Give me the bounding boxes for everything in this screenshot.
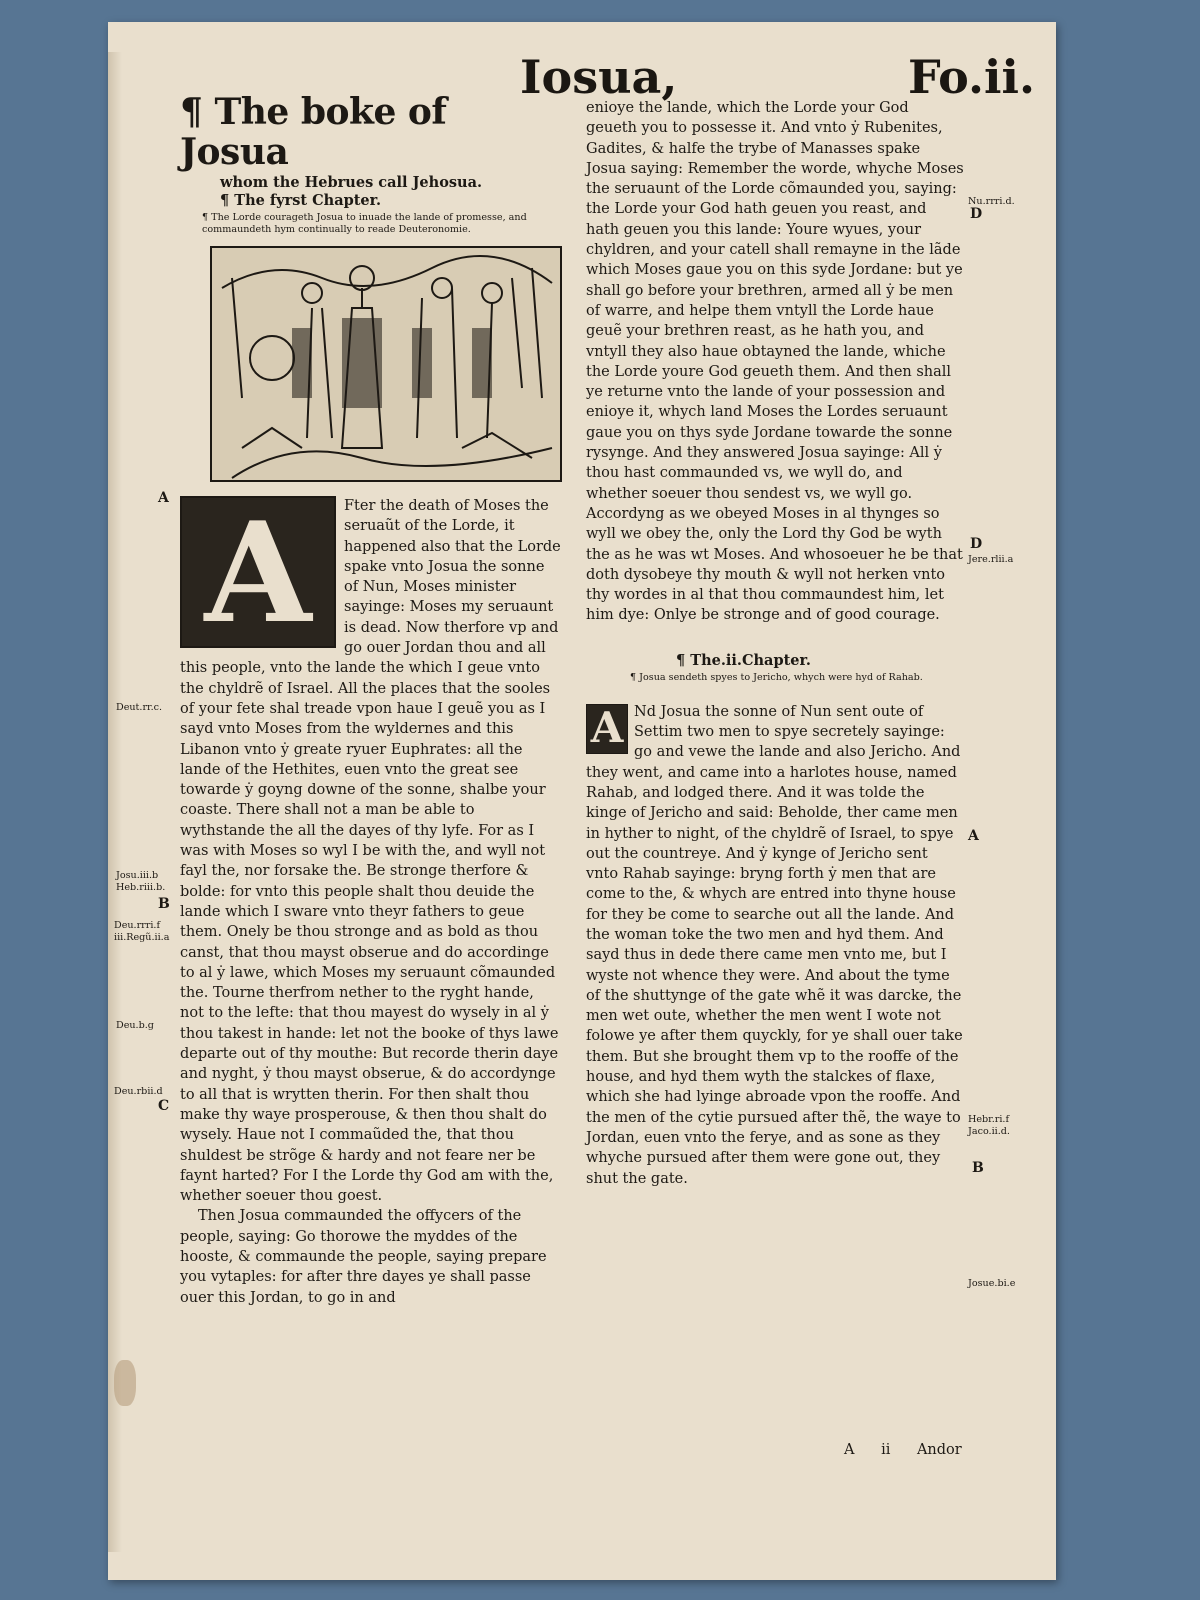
book-title [180,92,562,172]
signature-catchword: A ii Andor [844,1442,962,1458]
running-head-title: Iosua, [520,50,678,104]
woodcut-drawing [212,248,560,480]
book-title-text: The boke of Josua [180,91,447,173]
margin-letter-d: D [970,206,983,222]
margin-note: Jaco.ii.d. [968,1126,1010,1137]
margin-note: Josue.bi.e [968,1278,1016,1289]
margin-letter-d2: D [970,536,983,552]
chapter2-summary-text: Josua sendeth spyes to Jericho, whych were hyd of Rahab. [639,671,923,683]
chapter2-heading [676,652,964,670]
bible-page [108,22,1056,1580]
decorated-initial-small-icon [586,704,628,754]
margin-note: Hebr.ri.f [968,1114,1010,1125]
page-binding-edge [108,52,122,1552]
chapter-heading [220,192,562,210]
book-subtitle: whom the Hebrues call Jehosua. [220,174,483,191]
margin-note: Deu.rrri.f [114,920,161,931]
pilcrow-icon: ¶ [630,671,637,683]
margin-note: Jere.rlii.a [968,554,1014,565]
margin-note: Deu.rbii.d [114,1086,163,1097]
chapter1-body-right: enioye the lande, which the Lorde your God geueth you to possesse it. And vnto ẏ Rubenites, Gadites, & halfe the trybe of Manasses spake Josua saying: Remember the worde, whyche Moses the seruaunt of the Lorde cõmaunded you, saying: the Lorde your God hath geuen you reast, and hath geuen you this lande: Youre wyues, your chyldren, and your catell shall remayne in the lãde which Moses gaue you on this syde Jordane: but ye shall go before your brethren, armed all ẏ be men of warre, and helpe them vntyll the Lorde haue geuẽ your brethren reast, as he hath you, and vntyll they also haue obtayned the lande, whiche the Lorde youre God geueth them. And then shall ye returne vnto the lande of your possession and enioye it, whych land Moses the Lordes seruaunt gaue you on thys syde Jordane towarde the sonne rysynge. And they answered Josua sayinge: All ẏ thou hast commaunded vs, we wyll do, and whether soeuer thou sendest vs, we wyll go. Accordyng as we obeyed Moses in al thynges so wyll we obey the, only the Lord thy God be wyth the as he was wt Moses. And whosoeuer he be that doth dysobeye thy mouth & wyll not herken vnto thy wordes in al that thou commaundest him, let him dye: Onlye be stronge and of good courage. [586,100,964,624]
chapter2-block [586,652,964,1189]
chapter-heading-text: The fyrst Chapter. [234,192,382,209]
decorated-initial-icon [180,491,336,654]
pilcrow-icon: ¶ [180,91,203,133]
chapter1-body: Fter the death of Moses the seruaũt of the Lorde, it happened also that the Lorde spake vnto Josua the sonne of Nun, Moses minister sayinge: Moses my seruaunt is dead. Now therfore vp and go ouer Jordan thou and all this people, vnto the lande the which I geue vnto the chyldrẽ of Israel. All the places that the sooles of your fete shal treade vpon haue I geuẽ you as I sayd vnto Moses from the wyldernes and this Libanon vnto ẏ greate ryuer Euphrates: all the lande of the Hethites, euen vnto the great see towarde ẏ goyng downe of the sonne, shalbe your coaste. There shall not a man be able to wythstande the all the dayes of thy lyfe. For as I was with Moses so wyl I be with the, and wyll not fayl the, nor forsake the. Be stronge therfore & bolde: for vnto this people shalt thou deuide the lande which I sware vnto theyr fathers to geue them. Onely be thou stronge and as bold as thou canst, that thou mayst obserue and do accordinge to al ẏ lawe, which Moses my seruaunt cõmaunded the. Tourne therfrom nether to the ryght hande, not to the lefte: that thou mayest do wysely in al ẏ thou takest in hande: let not the booke of thys lawe departe out of thy mouthe: But recorde therin daye and nyght, ẏ thou mayst obserue, & do accordynge to all that is wrytten therin. For then shalt thou make thy waye prosperouse, & then thou shalt do wysely. Haue not I commaũded the, that thou shuldest be strõge & hardy and not feare ner be faynt harted? For I the Lorde thy God am with the, whether soeuer thou goest. [180,498,561,1205]
chapter2-summary [630,672,964,684]
margin-note: Nu.rrri.d. [968,196,1015,207]
chapter1-text-block [180,491,562,1308]
paper-stain [114,1360,136,1406]
margin-note: Deu.b.g [116,1020,154,1031]
margin-note: Deut.rr.c. [116,702,163,713]
margin-letter-a2: A [968,828,979,844]
chapter1-body-continued: Then Josua commaunded the offycers of the people, saying: Go thorowe the myddes of the hooste, & commaunde the people, saying prepare you vytaples: for after thre dayes ye shall passe ouer this Jordan, to go in and [180,1208,547,1306]
woodcut-illustration-icon [210,246,562,482]
folio-number: Fo.ii. [908,50,1035,104]
pilcrow-icon: ¶ [202,212,209,223]
pilcrow-icon: ¶ [220,192,230,209]
chapter-summary [202,212,562,236]
chapter2-body: Nd Josua the sonne of Nun sent oute of Settim two men to spye secretely sayinge: go and vewe the lande and also Jericho. And they went, and came into a harlotes house, named Rahab, and lodged there. And it was tolde the kinge of Jericho and said: Beholde, ther came men in hyther to night, of the chyldrẽ of Israel, to spye out the countreye. And ẏ kynge of Jericho sent vnto Rahab sayinge: bryng forth ẏ men that are come to the, & whych are entred into thyne house for they be come to searche out all the lande. And the woman toke the two men and hyd them. And sayd thus in dede there came men vnto me, but I wyste not whence they were. And about the tyme of the shuttynge of the gate whẽ it was darcke, the men wet oute, whether the men went I wote not folowe ye after them quyckly, for ye shall ouer take them. But she brought them vp to the rooffe of the house, and hyd them wyth the stalckes of flaxe, which she had lyinge abroade vpon the rooffe. And the men of the cytie pursued after thẽ, the waye to Jordan, euen vnto the ferye, and as sone as they whyche pursued after them were gone out, they shut the gate. [586,703,963,1187]
margin-note: iii.Regũ.ii.a [114,932,170,943]
right-column [586,98,964,1189]
left-column [180,92,562,1308]
margin-note: Josu.iii.b [116,870,159,881]
margin-letter-c: C [158,1098,170,1114]
decorated-initial-letter: A [204,491,312,654]
margin-note: Heb.riii.b. [116,882,166,893]
chapter2-heading-text: The.ii.Chapter. [690,651,811,669]
decorated-initial-small-letter: A [590,702,624,752]
chapter2-text-block [586,702,964,1189]
margin-letter-b: B [158,896,170,912]
pilcrow-icon: ¶ [676,651,686,669]
margin-letter-a: A [158,490,169,506]
margin-letter-b2: B [972,1160,984,1176]
chapter-summary-text: The Lorde courageth Josua to inuade the lande of promesse, and commaundeth hym continually to reade Deuteronomie. [202,212,527,235]
